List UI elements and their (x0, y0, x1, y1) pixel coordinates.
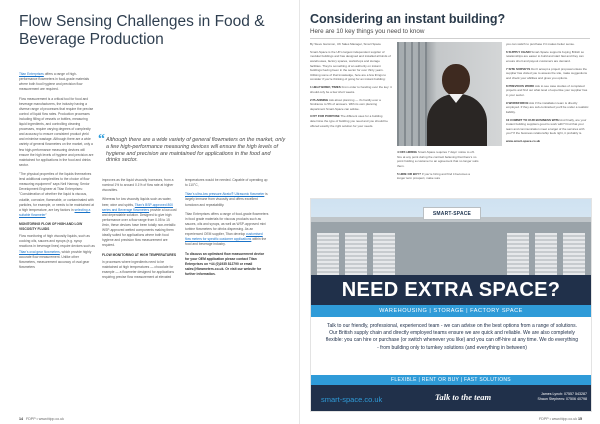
right-page (300, 0, 600, 424)
ad-contact-1: James Lynch: 07557 543287 (540, 392, 587, 396)
inline-link[interactable]: Titan's BSP-approved 800 series and Beverage flowmeters (102, 202, 174, 212)
tip-heading: 10 COMMIT TO OUR BUSINESS WITH (506, 117, 560, 122)
inline-link[interactable]: Titan's oval gear flowmeters (19, 249, 60, 254)
article-column-1 (310, 42, 392, 131)
left-footer (19, 417, 64, 421)
contact-text: To discuss an optimised flow measurement device for your OEM application please contact Titan Enterprises on +44 (0)1935 812790 or email sales@flowmeters.co.uk. Or visit our website for further information. (185, 251, 265, 277)
text: provide a low-cost and dependable solution. Designed to give high performance over a flow range from 0.05 to 15 l/min, these devices have been totally non-metallic WSP-approved wetted components making them ideally suited for applications where both food hygiene and precision flow measurement are required. (102, 207, 177, 248)
tip-heading: 8 PREVIOUS WORK (506, 83, 535, 88)
subheading (19, 222, 95, 232)
subheading (102, 253, 178, 258)
footer-text: FDPP • www.fdpp.co.uk (26, 417, 64, 421)
text: is largely immune from viscosity and offers excellent turndown and repeatability. (185, 192, 268, 207)
paragraph (506, 139, 590, 144)
tip-heading: 6 SUPPLY CHAIN (506, 49, 531, 54)
tip-heading: 1 HELP BRIEF, TIMES (310, 85, 341, 90)
text: In processes where ingredients need to be maintained at high temperatures — chocolate for example — a flowmeter designed for applications requiring precise flow measurement at elevated (102, 259, 175, 279)
ad-services-band: WAREHOUSING | STORAGE | FACTORY SPACE (311, 305, 591, 317)
inline-link[interactable]: Titan's ultra-low pressure Atrato® Ultrasonic flowmeter (185, 192, 265, 197)
inline-link[interactable]: selecting a suitable flowmeter (19, 207, 91, 217)
tip-text: Ask if the installation team is directly employed. If they are sub-contracted you'll be under a realistic liability. (506, 100, 589, 114)
paragraph (185, 192, 269, 207)
tip-text: From order to handing over the key: it should only be a few short weeks. (310, 85, 392, 94)
divider (310, 38, 590, 39)
tip-text: Smart-Space supports buying British so relationships are easier to build and start fast and they can ensure short and payout customers are demand. (506, 49, 585, 63)
article-subtitle: Here are 10 key things you need to know (310, 28, 425, 35)
tip-text: Ask to see case studies of completed projects and find out what level of expertise your supplier has in your sector. (506, 83, 588, 97)
text: , which provide highly accurate flow measurement. Unlike other flowmeters, measurement accuracy of oval gear flowmeters (19, 249, 92, 269)
paragraph (102, 197, 178, 248)
ad-tagline: Talk to the team (435, 392, 492, 402)
subheading-text: MONITORING FLOW OF HIGH AND LOW VISCOSITY FLUIDS (19, 222, 83, 232)
ad-contacts (529, 392, 587, 403)
page-number: 14 (19, 417, 23, 421)
article-column-3 (506, 42, 590, 147)
article-column-1 (19, 72, 95, 274)
subheading-text: FLOW MONITORING AT HIGH TEMPERATURES (102, 252, 177, 257)
tip-heading: 4 OFF-HIRING (397, 150, 417, 154)
tip-heading: 5 HIRE OR BUY? (397, 171, 422, 176)
paragraph (506, 42, 590, 47)
inline-link[interactable]: customised flow meters for specific customer applications (185, 232, 263, 242)
footer-text: FDPP • www.fdpp.co.uk (539, 417, 577, 421)
tip-text: And finally, are your instant building suppliers good to work with? Find that your team and communication meet a target of the services with you? If the business relationship feels right, it probably is. (506, 117, 587, 136)
paragraph (506, 84, 590, 98)
tip-heading: 3 FIT FOR PURPOSE (310, 114, 340, 119)
tip-text: The different uses for a building determine the type of building you need and you should be offered exactly the right solution for your needs. (310, 114, 388, 128)
text: offers a range of high-performance flowmeters in food-grade materials where both food hygiene and precision flow measurement are required. (19, 72, 89, 92)
paragraph (397, 150, 479, 168)
article-title: Flow Sensing Challenges in Food & Beverage Production (19, 13, 265, 48)
paragraph (19, 72, 95, 92)
text: temperatures would be needed. Capable of operating up to 110°C, (185, 178, 268, 188)
paragraph (397, 172, 479, 181)
tip-text: If you're hiring and find it becomes a longer term prospect, make sure (397, 171, 470, 181)
paragraph (19, 172, 95, 218)
article-column-2 (102, 178, 178, 284)
paragraph (310, 85, 392, 94)
text: Smart-Space is the UK's largest independent supplier of modular buildings and has designed and installed all kinds of warehouses, factory spaces, workshops and storage facilities. They're something of an authority on instant buildings having been in the sector for over thirty years. Utilising some of that knowledge, here are a few things to consider if you're thinking of going for an instant building: (310, 49, 391, 82)
article-title: Considering an instant building? (310, 12, 506, 26)
ad-building-image (311, 217, 591, 277)
paragraph (185, 212, 269, 248)
text: Flow measurement is a critical tool for food and beverage manufacturers, the industry having a diverse range of processes that require the precise control of liquid flow rates. Production processes including filling of vessels or bottles, measuring liquid ingredients, and controlling cleaning processes, require varying degrees of complexity and accuracy to ensure consistent product yield and minimise wastage. Although there are a wide variety of general flowmeters on the market, only a few high-performance measuring devices will ensure the high levels of hygiene and precision are maintained for applications in the food and drinks sector. (19, 96, 94, 167)
text: "The physical properties of the liquids themselves lend additional complexities to the choice of flow measuring equipment" says Neil Hannay, Senior Development Engineer at Titan Enterprises: "Consideration of whether the liquid is viscous, volatile, corrosive, flammable, or contaminated with particles, for example, or needs to be maintained at a high temperature, are key factors in (19, 172, 94, 212)
ad-url-link[interactable]: smart-space.co.uk (321, 395, 383, 404)
paragraph (506, 118, 590, 136)
ad-features-band: FLEXIBLE | RENT OR BUY | FAST SOLUTIONS (311, 375, 591, 385)
ad-headline: NEED EXTRA SPACE? (341, 279, 561, 301)
tip-heading: 9 WORKFORCE (506, 100, 529, 105)
quote-mark-icon: “ (98, 132, 105, 147)
ad-contact-2: Shaun Stephens: 07506 40798 (537, 397, 587, 402)
website-link[interactable]: www.smart-space.co.uk (506, 139, 541, 144)
tip-text: Ask about planning — it's hardly ever a hindrance to 5% of answers. With its own planning department Smart-Space can advise. (310, 97, 381, 111)
ad-logo: SMART-SPACE (423, 207, 481, 220)
ad-copy: Talk to our friendly, professional, experienced team - we can advise on the best options from a range of solutions. Our British supply chain and directly employed teams ensure we are quick and reliable. We are also completely flexible: you can hire or purchase (or switch whenever you like) and you can off-hire at any time. We do everything - from building only to turnkey solutions (and everything in between) (325, 323, 579, 351)
text: you can switch to purchase if it makes better sense. (506, 42, 575, 46)
advertisement[interactable] (310, 198, 592, 412)
paragraph (102, 178, 178, 193)
paragraph (310, 50, 392, 82)
tip-heading: 2 PLANNING (310, 97, 329, 102)
paragraph (310, 42, 392, 47)
paragraph (310, 98, 392, 112)
text: Whereas for low viscosity liquids such as water, beer, wine and spirits, (102, 197, 172, 207)
paragraph (185, 178, 269, 188)
article-column-3 (185, 178, 269, 281)
text: improves as the liquid viscosity increases, from a nominal 1% to around 0.1% of flow rate at higher viscosities. (102, 178, 174, 193)
tip-text: Don't accept a project proposal unless the supplier has visited you to assess the site, make suggestions and check your abilities and gives you options. (506, 66, 588, 80)
text: Titan Enterprises offers a range of food-grade flowmeters in food grade materials for viscous products such as sauces, oils and syrups, as well as WSP-approved mini turbine flowmeters for drinks dispensing. As an experienced OEM supplier, Titan develop (185, 211, 269, 237)
paragraph (506, 50, 590, 64)
paragraph (310, 114, 392, 128)
inline-link[interactable]: Titan Enterprises (19, 72, 44, 76)
author-photo (397, 42, 502, 146)
right-footer (539, 417, 584, 421)
pull-quote: Although there are a wide variety of general flowmeters on the market, only a few high-performance measuring devices will ensure the high levels of hygiene and precision are maintained for applications in the food and drinks sector. (106, 137, 286, 164)
paragraph (102, 260, 178, 280)
paragraph (19, 97, 95, 168)
tip-heading: 7 SITE SURVEYS (506, 66, 531, 71)
paragraph (19, 234, 95, 270)
text: within the food and beverage industry. (185, 237, 267, 247)
page-number: 15 (578, 417, 582, 421)
text: " (45, 212, 47, 217)
paragraph (506, 101, 590, 115)
paragraph (506, 67, 590, 81)
paragraph (185, 252, 269, 277)
tip-text: Smart-Space requires 7 days' notice to off-hire at any point during the contract believing that there's no point holding a customer to an agreement that no longer suits them. (397, 150, 479, 168)
text: Flow monitoring of high viscosity liquids, such as cooking oils, sauces and syrups (e.g. syrup reactions in beverage lines) require devices such as (19, 234, 95, 249)
article-column-2 (397, 150, 479, 184)
text: By Steve Gammon, UK Sales Manager, Smart Space (310, 42, 381, 46)
